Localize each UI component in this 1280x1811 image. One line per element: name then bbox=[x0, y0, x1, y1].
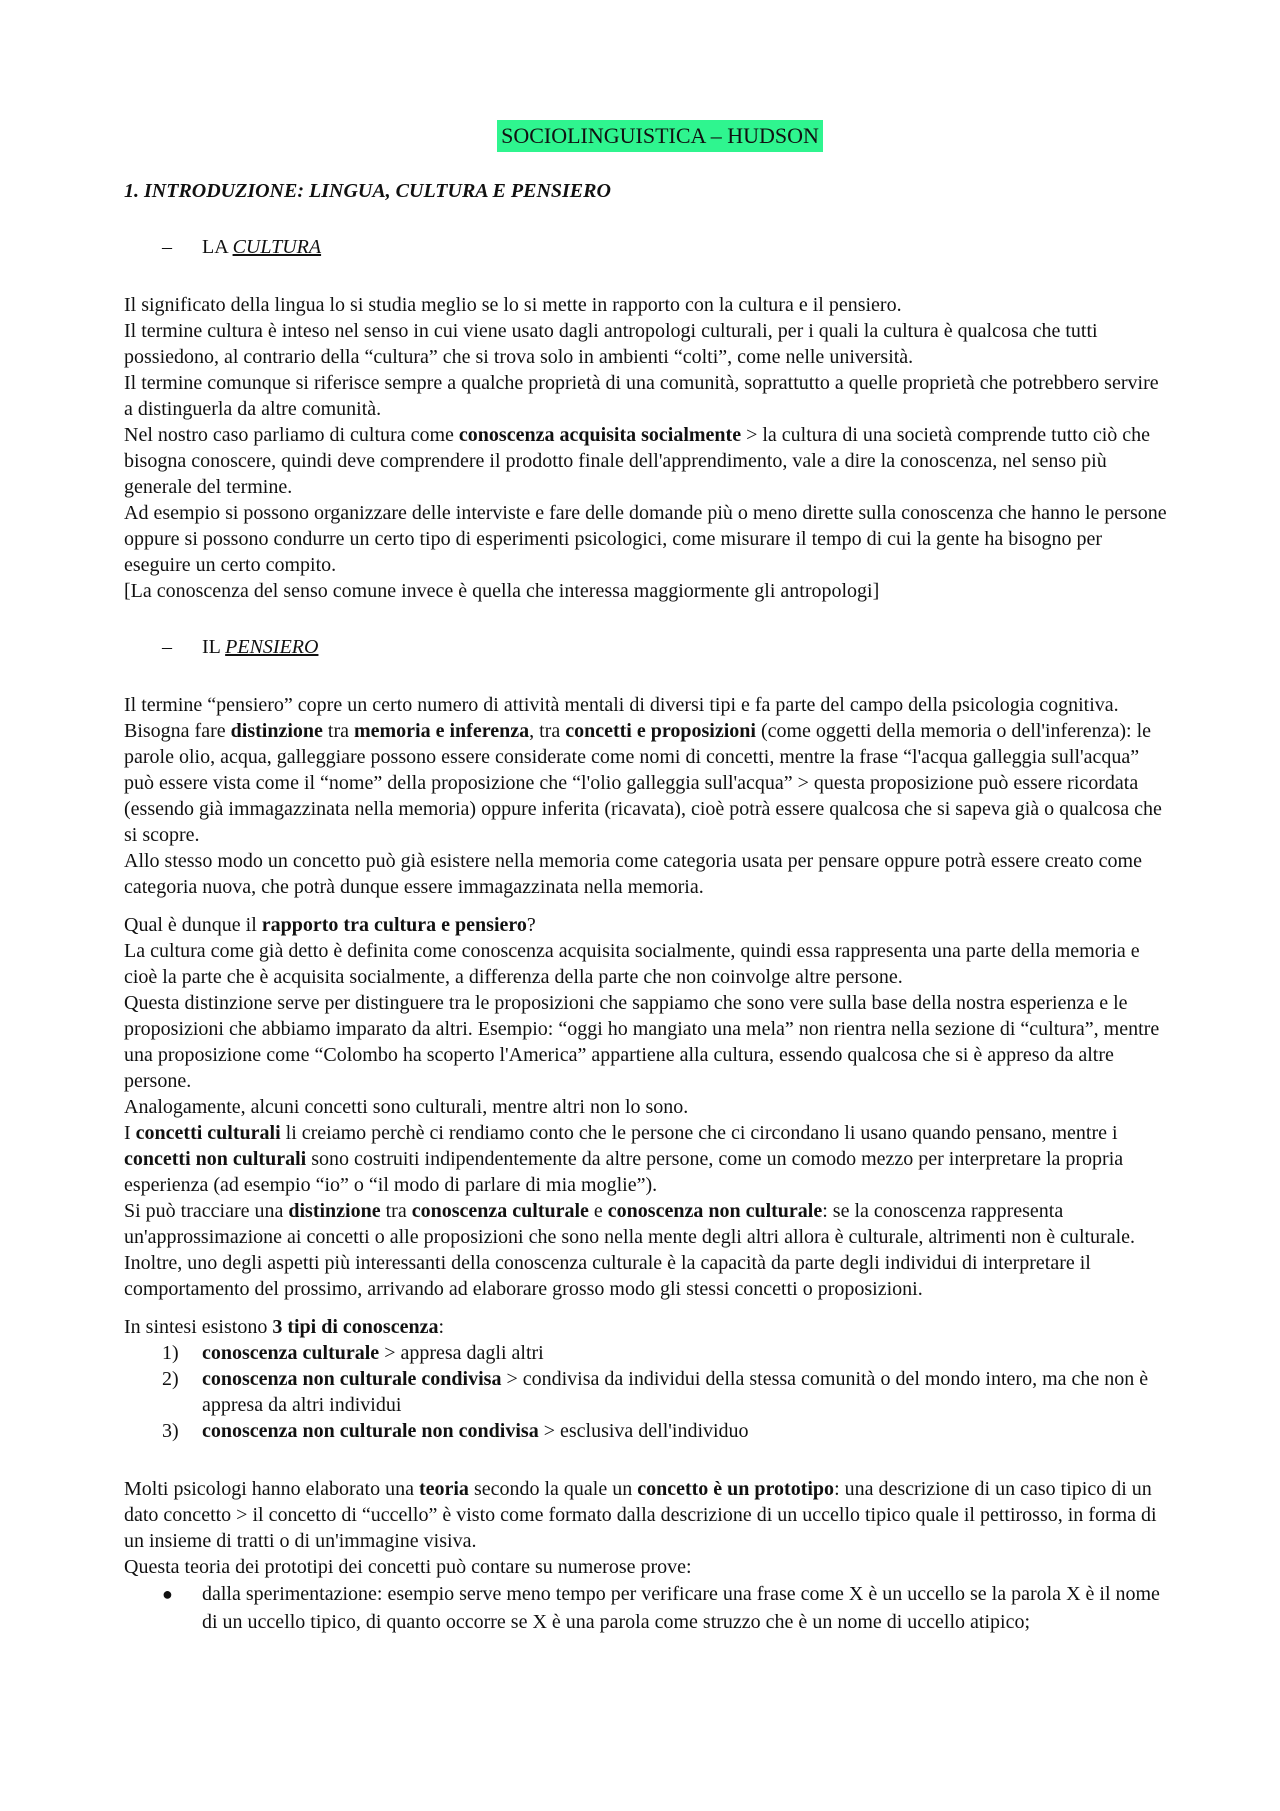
prototipi-body bbox=[124, 1476, 1170, 1636]
paragraph: In sintesi esistono 3 tipi di conoscenza: bbox=[124, 1316, 445, 1338]
paragraph: Nel nostro caso parliamo di cultura come conoscenza acquisita socialmente > la cultura di una società comprende tutto ciò che bisogna conoscere, quindi deve comprendere il prodotto finale dell'apprendimento, vale a dire la conoscenza, nel senso più generale del termine. bbox=[124, 424, 1150, 498]
list-item: ● dalla sperimentazione: esempio serve meno tempo per verificare una frase come X è un uccello se la parola X è il nome di un uccello tipico, di quanto occorre se X è una parola come struzzo che è un nome di uccello atipico; bbox=[124, 1580, 1170, 1636]
paragraph: Questa teoria dei prototipi dei concetti può contare su numerose prove: bbox=[124, 1556, 692, 1578]
bullet-list bbox=[124, 1580, 1170, 1636]
paragraph: Si può tracciare una distinzione tra conoscenza culturale e conoscenza non culturale: se la conoscenza rappresenta un'approssimazione ai concetti o alle proposizioni che sono nella mente degli altri allora è culturale, altrimenti non è culturale. Inoltre, uno degli aspetti più interessanti della conoscenza culturale è la capacità da parte degli individui di interpretare il comportamento del prossimo, arrivando ad elaborare grosso modo gli stessi concetti o proposizioni. bbox=[124, 1200, 1136, 1300]
pensiero-body bbox=[124, 692, 1170, 900]
section-word: CULTURA bbox=[232, 236, 322, 258]
tipi-body bbox=[124, 1314, 1170, 1444]
list-item: 1) conoscenza culturale > appresa dagli altri bbox=[162, 1342, 544, 1364]
chapter-heading: 1. INTRODUZIONE: LINGUA, CULTURA E PENSIERO bbox=[124, 180, 611, 202]
paragraph: [La conoscenza del senso comune invece è quella che interessa maggiormente gli antropologi] bbox=[124, 580, 880, 602]
paragraph: Ad esempio si possono organizzare delle interviste e fare delle domande più o meno dirette sulla conoscenza che hanno le persone oppure si possono condurre un certo tipo di esperimenti psicologici, come misurare il tempo di cui la gente ha bisogno per eseguire un certo compito. bbox=[124, 502, 1167, 576]
paragraph: Il termine “pensiero” copre un certo numero di attività mentali di diversi tipi e fa parte del campo della psicologia cognitiva. bbox=[124, 694, 1119, 716]
title-wrap bbox=[150, 120, 1170, 152]
section-heading-pensiero bbox=[162, 634, 1170, 660]
paragraph: Qual è dunque il rapporto tra cultura e pensiero? bbox=[124, 914, 536, 936]
paragraph: Analogamente, alcuni concetti sono culturali, mentre altri non lo sono. bbox=[124, 1096, 689, 1118]
bold-term: conoscenza acquisita socialmente bbox=[458, 424, 742, 446]
section-prefix: IL bbox=[202, 636, 226, 658]
section-prefix: LA bbox=[202, 236, 233, 258]
rapporto-body bbox=[124, 912, 1170, 1302]
paragraph: Questa distinzione serve per distinguere tra le proposizioni che sappiamo che sono vere sulla base della nostra esperienza e le proposizioni che abbiamo imparato da altri. Esempio: “oggi ho mangiato una mela” non rientra nella sezione di “cultura”, mentre una proposizione come “Colombo ha scoperto l'America” appartiene alla cultura, essendo qualcosa che si è appreso da altre persone. bbox=[124, 992, 1160, 1092]
cultura-body bbox=[124, 292, 1170, 604]
paragraph: Bisogna fare distinzione tra memoria e inferenza, tra concetti e proposizioni (come oggetti della memoria o dell'inferenza): le parole olio, acqua, galleggiare possono essere considerate come nomi di concetti, mentre la frase “l'acqua galleggia sull'acqua” può essere vista come il “nome” della proposizione che “l'olio galleggia sull'acqua” > questa proposizione può essere ricordata (essendo già immagazzinata nella memoria) oppure inferita (ricavata), cioè potrà essere qualcosa che si sapeva già o qualcosa che si scopre. bbox=[124, 720, 1162, 846]
section-dash: – bbox=[162, 636, 172, 658]
document-title: SOCIOLINGUISTICA – HUDSON bbox=[497, 120, 823, 152]
bullet-icon: ● bbox=[162, 1584, 173, 1604]
document-content bbox=[124, 120, 1170, 1636]
paragraph: Allo stesso modo un concetto può già esistere nella memoria come categoria usata per pensare oppure potrà essere creato come categoria nuova, che potrà dunque essere immagazzinata nella memoria. bbox=[124, 850, 1142, 898]
section-heading-cultura bbox=[162, 234, 1170, 260]
paragraph: Il significato della lingua lo si studia meglio se lo si mette in rapporto con la cultura e il pensiero. bbox=[124, 294, 902, 316]
section-word: PENSIERO bbox=[225, 636, 319, 658]
list-item: 2) conoscenza non culturale condivisa > condivisa da individui della stessa comunità o del mondo intero, ma che non è appresa da altri individui bbox=[162, 1368, 1149, 1416]
paragraph: Il termine comunque si riferisce sempre a qualche proprietà di una comunità, soprattutto a quelle proprietà che potrebbero servire a distinguerla da altre comunità. bbox=[124, 372, 1159, 420]
paragraph: Molti psicologi hanno elaborato una teoria secondo la quale un concetto è un prototipo: una descrizione di un caso tipico di un dato concetto > il concetto di “uccello” è visto come formato dalla descrizione di un uccello tipico quale il pettirosso, in forma di un insieme di tratti o di un'immagine visiva. bbox=[124, 1478, 1157, 1552]
numbered-list bbox=[124, 1340, 1170, 1444]
paragraph: La cultura come già detto è definita come conoscenza acquisita socialmente, quindi essa rappresenta una parte della memoria e cioè la parte che è acquisita socialmente, a differenza della parte che non coinvolge altre persone. bbox=[124, 940, 1140, 988]
list-item: 3) conoscenza non culturale non condivisa > esclusiva dell'individuo bbox=[162, 1420, 749, 1442]
paragraph: Il termine cultura è inteso nel senso in cui viene usato dagli antropologi culturali, per i quali la cultura è qualcosa che tutti possiedono, al contrario della “cultura” che si trova solo in ambienti “colti”, come nelle università. bbox=[124, 320, 1098, 368]
paragraph: I concetti culturali li creiamo perchè ci rendiamo conto che le persone che ci circondano li usano quando pensano, mentre i concetti non culturali sono costruiti indipendentemente da altre persone, come un comodo mezzo per interpretare la propria esperienza (ad esempio “io” o “il modo di parlare di mia moglie”). bbox=[124, 1122, 1124, 1196]
section-dash: – bbox=[162, 236, 172, 258]
